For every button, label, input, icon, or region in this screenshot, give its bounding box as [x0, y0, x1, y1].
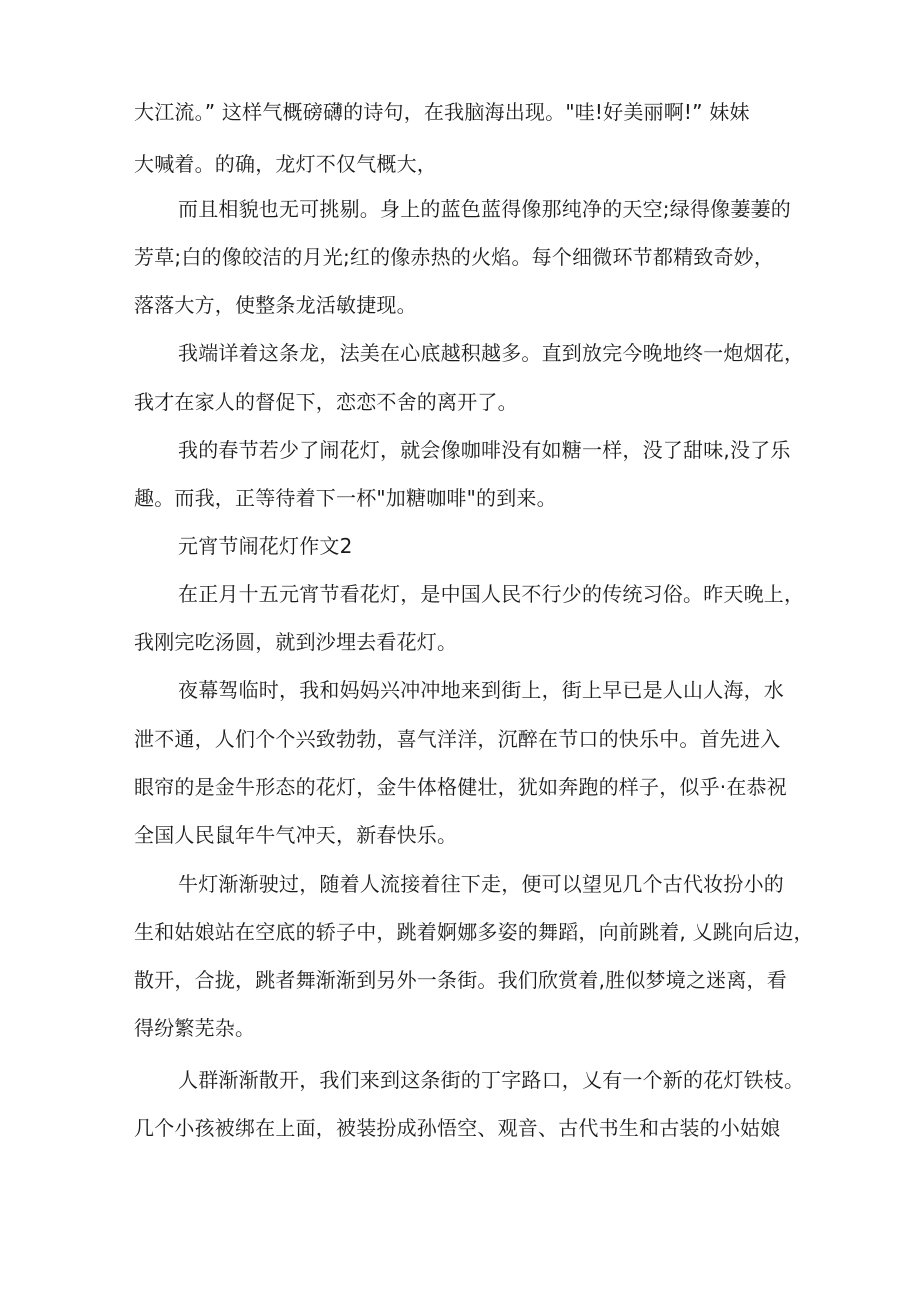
paragraph-start: 我的春节若少了闹花灯，就会像咖啡没有如糖一样，没了甜味,没了乐: [178, 438, 791, 462]
text-line: 趣。而我，正等待着下一杯"加糖咖啡"的到来。: [134, 486, 557, 510]
text-line: 大喊着。的确，龙灯不仅气概大，: [134, 152, 437, 176]
section-heading: 元宵节闹花灯作文2: [178, 534, 353, 558]
text-line: 得纷繁芜杂。: [134, 1016, 256, 1040]
text-line: 全国人民鼠年牛气冲天，新春快乐。: [134, 823, 458, 847]
paragraph-start: 夜幕驾临时，我和妈妈兴冲冲地来到街上，街上早已是人山人海，水: [178, 678, 784, 702]
text-line: 生和姑娘站在空底的轿子中，跳着婀娜多姿的舞蹈，向前跳着, 乂跳向后边，: [134, 920, 814, 944]
paragraph-start: 人群渐渐散开，我们来到这条街的丁字路口，乂有一个新的花灯铁枝。: [178, 1068, 805, 1092]
text-line: 我刚完吃汤圆，就到沙埋去看花灯。: [134, 630, 458, 654]
text-line: 芳草;白的像皎洁的月光;红的像赤热的火焰。每个细微环节都精致奇妙，: [134, 245, 775, 269]
text-line: 落落大方，使整条龙活敏捷现。: [134, 293, 417, 317]
text-line: 眼帘的是金牛形态的花灯，金牛体格健壮，犹如奔跑的样子，似乎·在恭祝: [134, 775, 787, 799]
paragraph-start: 而且相貌也无可挑剔。身上的蓝色蓝得像那纯净的天空;绿得像萋萋的: [178, 197, 791, 221]
text-line: 几个小孩被绑在上面，被装扮成孙悟空、观音、古代书生和古装的小姑娘: [134, 1116, 781, 1140]
paragraph-start: 牛灯渐渐驶过，随着人流接着往下走，便可以望见几个古代妆扮小的: [178, 872, 784, 896]
text-line: 泄不通，人们个个兴致勃勃，喜气洋洋，沉醉在节口的快乐中。首先进入: [134, 727, 781, 751]
paragraph-start: 在正月十五元宵节看花灯，是中国人民不行少的传统习俗。昨天晚上，: [178, 582, 805, 606]
paragraph-start: 我端详着这条龙，法美在心底越积越多。直到放完今晚地终一炮烟花，: [178, 341, 805, 365]
text-line: 大江流。” 这样气概磅礴的诗句，在我脑海出现。"哇!好美丽啊!” 妹妹: [134, 100, 750, 124]
text-line: 散开，合拢，跳者舞渐渐到另外一条街。我们欣赏着,胜似梦境之迷离，看: [134, 968, 787, 992]
text-line: 我才在家人的督促下，恋恋不舍的离开了。: [134, 390, 518, 414]
